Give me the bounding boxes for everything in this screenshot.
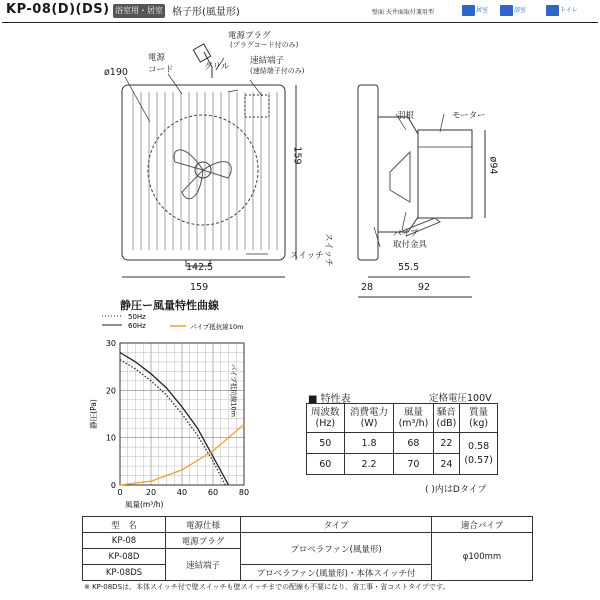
model-power: 速結端子 xyxy=(166,549,241,581)
model-name: KP-08D xyxy=(83,549,166,565)
static-pressure-chart xyxy=(80,330,280,520)
spec-cell: 68 xyxy=(394,433,433,454)
side-switch-label: スイッチ xyxy=(323,233,333,267)
side-housing xyxy=(378,117,418,232)
x-tick-label: 80 xyxy=(238,488,250,497)
spec-mass-cell: 0.58 (0.57) xyxy=(460,433,498,475)
model-type-b: プロペラファン(風量形)・本体スイッチ付 xyxy=(241,565,432,581)
bath-icon xyxy=(500,5,513,16)
y-tick-label: 0 xyxy=(110,481,116,490)
spec-cell: 60 xyxy=(307,454,345,475)
model-type-a: プロペラファン(風量形) xyxy=(241,533,432,565)
spec-voltage: 定格電圧100V xyxy=(429,393,492,404)
spec-cell: 1.8 xyxy=(344,433,394,454)
spec-footnote: ( )内はDタイプ xyxy=(425,485,487,495)
install-note: 壁面 天井面取付兼用型 xyxy=(372,9,434,16)
side-view-drawing xyxy=(340,22,600,302)
spec-header-row xyxy=(307,404,498,433)
grille-label: グリル xyxy=(204,62,230,72)
spec-cell: 50 xyxy=(307,433,345,454)
legend-pipe: パイプ抵抗線10m xyxy=(190,323,244,331)
model-power: 電源プラグ xyxy=(166,533,241,549)
side-depth-total: 92 xyxy=(418,282,431,293)
model-header: 型 名 xyxy=(83,517,166,533)
power-cord-label: 電源 コード xyxy=(148,53,174,75)
badge-room: 居室 xyxy=(462,4,488,17)
power-plug-label: 電源プラグ xyxy=(228,31,271,41)
terminal-box xyxy=(245,95,269,117)
chart-annotation: パイプ抵抗線10m xyxy=(229,363,238,418)
header-bar xyxy=(0,0,600,22)
inner-width: 142.5 xyxy=(186,262,214,273)
side-diameter: ø94 xyxy=(487,156,499,175)
blade-shape xyxy=(390,152,410,202)
diameter-leader xyxy=(125,77,150,122)
x-tick-label: 0 xyxy=(117,488,123,497)
spec-cell: 22 xyxy=(433,433,460,454)
x-tick-label: 60 xyxy=(207,488,219,497)
spec-header: 騒音 (dB) xyxy=(433,404,460,433)
room-icon xyxy=(462,5,475,16)
spec-cell: 24 xyxy=(433,454,460,475)
chart-title: 静圧ー風量特性曲線 xyxy=(120,299,219,312)
fan-blades xyxy=(174,150,231,199)
shape-label: 格子形(風量形) xyxy=(172,7,240,18)
spec-table xyxy=(306,403,498,475)
model-title: KP-08(D)(DS) xyxy=(6,2,110,17)
switch-label: スイッチ xyxy=(290,251,324,261)
side-depth-inner: 55.5 xyxy=(398,262,420,273)
y-tick-label: 30 xyxy=(105,339,116,348)
x-tick-label: 20 xyxy=(145,488,157,497)
outer-width: 159 xyxy=(190,282,209,293)
motor-label: モーター xyxy=(452,111,486,121)
model-header: 適合パイプ xyxy=(432,517,533,533)
spec-cell: 70 xyxy=(394,454,433,475)
spec-header: 周波数 (Hz) xyxy=(307,404,345,433)
spec-title: ■ 特性表 xyxy=(308,394,351,405)
spec-cell: 2.2 xyxy=(344,454,394,475)
badge-toilet: トイレ xyxy=(546,4,578,17)
chart-ylabel: 静圧(Pa) xyxy=(89,399,98,429)
model-header: 電源仕様 xyxy=(166,517,241,533)
x-tick-label: 40 xyxy=(176,488,188,497)
model-row xyxy=(83,533,533,549)
legend-60hz: 60Hz xyxy=(128,322,146,330)
model-name: KP-08 xyxy=(83,533,166,549)
terminal-label: 速結端子 xyxy=(250,56,285,66)
spec-row xyxy=(307,433,498,454)
motor-block xyxy=(418,130,472,218)
y-tick-label: 10 xyxy=(105,433,116,443)
blade-label: 羽根 xyxy=(397,111,415,121)
front-diameter: ø190 xyxy=(104,67,128,78)
spec-header: 消費電力 (W) xyxy=(344,404,394,433)
model-header-row xyxy=(83,517,533,533)
front-body-outline xyxy=(122,85,285,260)
spec-header: 質量 (kg) xyxy=(460,404,498,433)
badge-bath: 浴室 xyxy=(500,4,526,17)
use-badge: 浴室用・居室 xyxy=(113,4,165,18)
chart-axes xyxy=(106,339,249,497)
side-front-panel xyxy=(358,85,378,260)
side-depth-front: 28 xyxy=(361,282,374,293)
footer-note: ※ KP-08DSは、本体スイッチ付で壁スイッチも壁スイッチまでの配線も不要になり、省工事・省コストタイプです。 xyxy=(84,583,450,591)
model-pipe: φ100mm xyxy=(432,533,533,581)
y-tick-label: 20 xyxy=(105,386,116,396)
front-height: 159 xyxy=(291,146,303,165)
model-header: タイプ xyxy=(241,517,432,533)
pipe-bracket-label: パイプ 取付金具 xyxy=(393,229,428,250)
toilet-icon xyxy=(546,5,559,16)
model-table xyxy=(82,516,533,581)
terminal-note: (速結端子付のみ) xyxy=(250,67,305,75)
plug-note: (プラグコード付のみ) xyxy=(230,41,299,49)
model-name: KP-08DS xyxy=(83,565,166,581)
legend-50hz: 50Hz xyxy=(128,313,146,321)
spec-header: 風量 (m³/h) xyxy=(394,404,433,433)
chart-xlabel: 風量(m³/h) xyxy=(125,500,164,509)
